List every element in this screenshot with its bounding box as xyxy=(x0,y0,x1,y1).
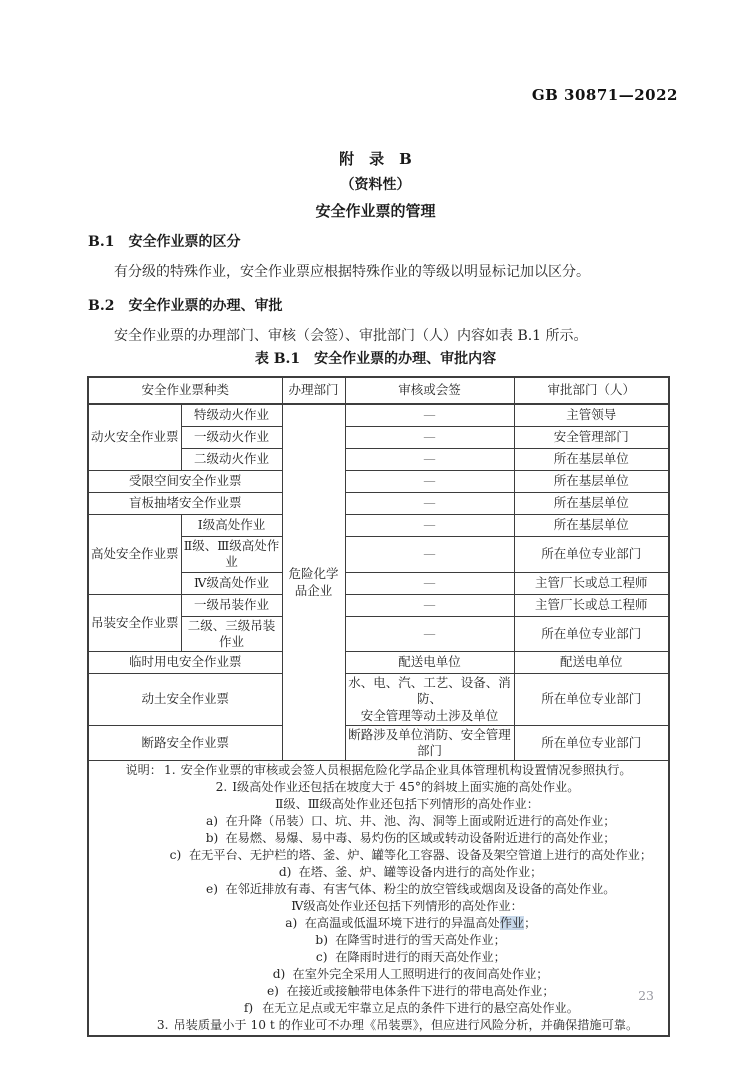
cell-approval: 所在单位专业部门 xyxy=(514,674,669,726)
table-row xyxy=(88,725,669,761)
note-list1-item xyxy=(91,813,666,830)
list-marker: d) xyxy=(272,967,286,982)
note-sublist-intro-2: Ⅳ级高处作业还包括下列情形的高处作业： xyxy=(291,899,523,914)
list-text: 在室外完全采用人工照明进行的夜间高处作业； xyxy=(292,967,549,982)
appendix-name: 安全作业票的管理 xyxy=(315,202,436,220)
cell-approval: 所在基层单位 xyxy=(514,449,669,471)
list-marker: c) xyxy=(169,848,182,863)
page-number: 23 xyxy=(638,988,654,1003)
appendix-title: 附 录 B xyxy=(339,150,412,168)
review-line1: 水、电、汽、工艺、设备、消防、 xyxy=(348,675,511,707)
list-marker: b) xyxy=(205,831,219,846)
section-b1-body: 有分级的特殊作业，安全作业票应根据特殊作业的等级以明显标记加以区分。 xyxy=(114,264,590,280)
highlighted-text: 作业 xyxy=(499,916,525,931)
list-text: 在无平台、无护栏的塔、釜、炉、罐等化工容器、设备及架空管道上进行的高处作业； xyxy=(188,848,653,863)
table-row xyxy=(88,674,669,726)
cell-approval: 所在单位专业部门 xyxy=(514,725,669,761)
handling-org-line1: 危险化学 xyxy=(288,566,339,582)
cell-review: — xyxy=(345,449,514,471)
cell-review: — xyxy=(345,537,514,573)
note-number: 1. xyxy=(164,763,176,778)
header-type: 安全作业票种类 xyxy=(88,377,282,404)
table-row xyxy=(88,471,669,493)
cell-review: — xyxy=(345,471,514,493)
cell-category: 盲板抽堵安全作业票 xyxy=(88,493,282,515)
cell-review: — xyxy=(345,515,514,537)
cell-approval: 所在单位专业部门 xyxy=(514,616,669,652)
cell-approval: 安全管理部门 xyxy=(514,427,669,449)
header-handling: 办理部门 xyxy=(282,377,345,404)
cell-subtype: Ⅰ级高处作业 xyxy=(181,515,282,537)
list-marker: e) xyxy=(206,882,218,897)
list-text: 在降雪时进行的雪天高处作业； xyxy=(335,933,506,948)
cell-subtype: Ⅳ级高处作业 xyxy=(181,572,282,594)
table-row xyxy=(88,594,669,616)
cell-approval: 所在基层单位 xyxy=(514,515,669,537)
list-marker: b) xyxy=(315,933,328,948)
list-marker: a) xyxy=(205,814,219,829)
cell-category: 动土安全作业票 xyxy=(88,674,282,726)
cell-category: 受限空间安全作业票 xyxy=(88,471,282,493)
cell-approval: 主管厂长或总工程师 xyxy=(514,572,669,594)
cell-review: — xyxy=(345,427,514,449)
appendix-subtitle: （资料性） xyxy=(340,177,411,193)
cell-review: — xyxy=(345,404,514,427)
section-b2-heading: B.2 安全作业票的办理、审批 xyxy=(88,298,283,314)
cell-subtype: 二级动火作业 xyxy=(181,449,282,471)
cell-review: 配送电单位 xyxy=(345,652,514,674)
header-review: 审核或会签 xyxy=(345,377,514,404)
note-list1-item xyxy=(91,881,666,898)
table-row xyxy=(88,652,669,674)
cell-approval: 所在单位专业部门 xyxy=(514,537,669,573)
cell-category: 吊装安全作业票 xyxy=(88,594,181,652)
list-marker: e) xyxy=(266,984,279,999)
cell-category: 动火安全作业票 xyxy=(88,404,181,471)
review-line2: 安全管理等动土涉及单位 xyxy=(360,707,499,723)
notes-label: 说明： xyxy=(125,763,162,778)
note-item-3 xyxy=(91,1017,666,1034)
list-text: 在降雨时进行的雨天高处作业； xyxy=(335,950,506,965)
cell-review: — xyxy=(345,594,514,616)
cell-approval: 主管厂长或总工程师 xyxy=(514,594,669,616)
note-list1-item xyxy=(91,864,666,881)
note-text: Ⅰ级高处作业还包括在坡度大于 45°的斜坡上面实施的高处作业。 xyxy=(232,780,580,795)
table-notes xyxy=(88,761,669,1037)
list-text: 在高温或低温环境下进行的异温高处 xyxy=(304,916,500,931)
cell-approval: 配送电单位 xyxy=(514,652,669,674)
cell-subtype: 特级动火作业 xyxy=(181,404,282,427)
note-number: 3. xyxy=(156,1018,169,1033)
section-b1-heading: B.1 安全作业票的区分 xyxy=(88,234,241,250)
table-row xyxy=(88,404,669,427)
note-number: 2. xyxy=(215,780,228,795)
list-text: 在无立足点或无牢靠立足点的条件下进行的悬空高处作业。 xyxy=(262,1001,579,1016)
cell-review: — xyxy=(345,493,514,515)
cell-handling-org xyxy=(282,404,345,761)
cell-approval: 主管领导 xyxy=(514,404,669,427)
list-marker: c) xyxy=(315,950,328,965)
cell-category: 临时用电安全作业票 xyxy=(88,652,282,674)
handling-org-line2: 品企业 xyxy=(294,582,333,598)
list-text: 在易燃、易爆、易中毒、易灼伤的区域或转动设备附近进行的高处作业； xyxy=(225,831,616,846)
cell-approval: 所在基层单位 xyxy=(514,493,669,515)
note-list1-item xyxy=(91,830,666,847)
cell-category: 高处安全作业票 xyxy=(88,515,181,595)
cell-review: — xyxy=(345,616,514,652)
note-list2-item xyxy=(91,1000,666,1017)
table-row xyxy=(88,515,669,537)
cell-subtype: Ⅱ级、Ⅲ级高处作业 xyxy=(181,537,282,573)
note-text: 吊装质量小于 10 t 的作业可不办理《吊装票》，但应进行风险分析，并确保措施可靠。 xyxy=(173,1018,639,1033)
note-list2-item xyxy=(91,983,666,1000)
header-approval: 审批部门（人） xyxy=(514,377,669,404)
note-list2-item xyxy=(91,932,666,949)
note-list1-item xyxy=(91,847,666,864)
table-b1-wrapper xyxy=(87,376,670,1037)
list-marker: a) xyxy=(285,916,298,931)
list-text: 在升降（吊装）口、坑、井、池、沟、洞等上面或附近进行的高处作业； xyxy=(225,814,616,829)
table-row xyxy=(88,493,669,515)
note-sublist-intro-1: Ⅱ级、Ⅲ级高处作业还包括下列情形的高处作业： xyxy=(275,797,539,812)
table-notes-row xyxy=(88,761,669,1037)
note-list2-item xyxy=(91,949,666,966)
table-caption: 表 B.1 安全作业票的办理、审批内容 xyxy=(254,351,497,367)
cell-review xyxy=(345,674,514,726)
standard-code: GB 30871—2022 xyxy=(531,86,678,104)
note-text: 安全作业票的审核或会签人员根据危险化学品企业具体管理机构设置情况参照执行。 xyxy=(180,763,632,778)
table-header-row xyxy=(88,377,669,404)
cell-subtype: 二级、三级吊装作业 xyxy=(181,616,282,652)
permit-table xyxy=(87,376,670,1037)
list-text: 在邻近排放有毒、有害气体、粉尘的放空管线或烟囱及设备的高处作业。 xyxy=(225,882,616,897)
appendix-title-block xyxy=(0,146,751,224)
list-text: ； xyxy=(524,916,537,931)
cell-review: 断路涉及单位消防、安全管理部门 xyxy=(345,725,514,761)
list-marker: f) xyxy=(243,1001,254,1016)
section-b2-body: 安全作业票的办理部门、审核（会签）、审批部门（人）内容如表 B.1 所示。 xyxy=(114,328,588,344)
list-marker: d) xyxy=(278,865,292,880)
note-item-1 xyxy=(91,762,666,779)
list-text: 在接近或接触带电体条件下进行的带电高处作业； xyxy=(286,984,555,999)
cell-approval: 所在基层单位 xyxy=(514,471,669,493)
cell-subtype: 一级吊装作业 xyxy=(181,594,282,616)
note-list2-item xyxy=(91,915,666,932)
note-list2-item xyxy=(91,966,666,983)
note-item-2 xyxy=(91,779,666,796)
list-text: 在塔、釜、炉、罐等设备内进行的高处作业； xyxy=(298,865,543,880)
cell-subtype: 一级动火作业 xyxy=(181,427,282,449)
cell-review: — xyxy=(345,572,514,594)
cell-category: 断路安全作业票 xyxy=(88,725,282,761)
